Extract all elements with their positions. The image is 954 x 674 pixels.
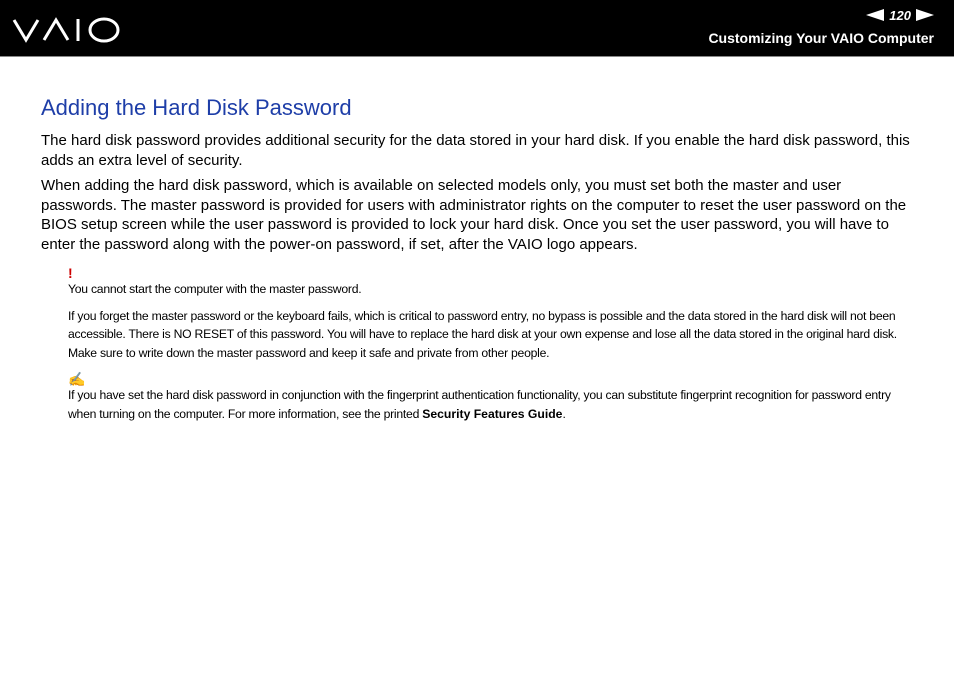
next-page-arrow-icon[interactable] <box>916 9 934 21</box>
page-header <box>0 0 954 57</box>
note-text <box>68 386 916 423</box>
page-navigation <box>866 6 934 24</box>
note-text-end: . <box>562 406 566 421</box>
warning-text: You cannot start the computer with the master password. <box>68 282 362 296</box>
main-content <box>41 94 916 423</box>
section-title: Customizing Your VAIO Computer <box>708 30 934 46</box>
notes-section <box>68 266 916 423</box>
warning-icon: ! <box>68 265 73 281</box>
previous-page-arrow-icon[interactable] <box>866 9 884 21</box>
note-pencil-icon: ✍ <box>68 371 86 387</box>
guide-title: Security Features Guide <box>422 406 563 421</box>
warning-text-detail: If you forget the master password or the keyboard fails, which is critical to password entry, no bypass is possible and the data stored in the hard disk will not been accessible. There is NO RESET of this password. You will have to replace the hard disk at your own expense and lose all the data stored in the original hard disk. Make sure to write down the master password and keep it safe and private from other people. <box>68 308 897 360</box>
note-text-body: If you have set the hard disk password in conjunction with the fingerprint authentication functionality, you can substitute fingerprint recognition for password entry when turning on the computer. For more information, see the printed <box>68 388 891 421</box>
page-number: 120 <box>889 7 911 23</box>
body-paragraph: When adding the hard disk password, which is available on selected models only, you must set both the master and user passwords. The master password is provided for users with administrator rights on the computer to reset the user password on the BIOS setup screen while the user password is provided to lock your hard disk. Once you set the user password, you will have to enter the password along with the power-on password, if set, after the VAIO logo appears. <box>41 177 907 253</box>
vaio-logo <box>12 14 122 44</box>
intro-paragraph: The hard disk password provides additional security for the data stored in your hard disk. If you enable the hard disk password, this adds an extra level of security. <box>41 132 910 169</box>
page-title: Adding the Hard Disk Password <box>41 95 352 120</box>
